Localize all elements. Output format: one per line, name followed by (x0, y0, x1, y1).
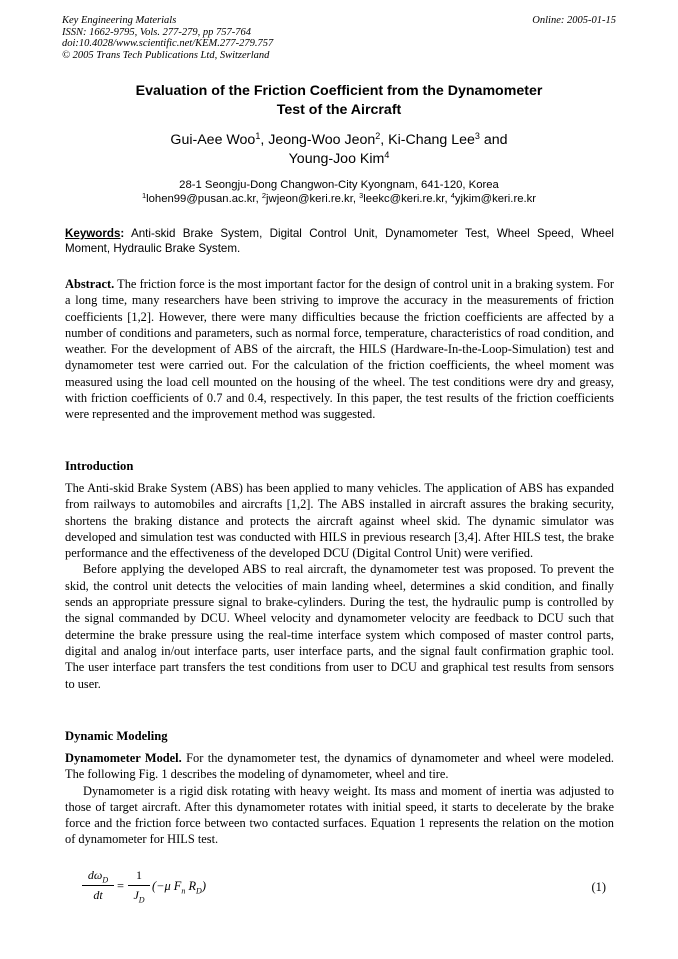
equation-lhs-numerator: dω (87, 868, 103, 882)
keywords-section (65, 227, 614, 256)
affiliation-emails (62, 192, 616, 206)
equation-subscript: n (181, 886, 186, 896)
paper-title-line2: Test of the Aircraft (276, 102, 402, 118)
author-line1: Gui-Aee Woo$^1$, Jeong-Woo Jeon$^2$, Ki-Chang Lee$^3$ and (170, 131, 508, 148)
journal-copyright: © 2005 Trans Tech Publications Ltd, Switzerland (62, 49, 270, 61)
journal-issn: ISSN: 1662-9795, Vols. 277-279, pp 757-764 (62, 26, 251, 38)
equation-subscript: D (196, 886, 202, 896)
journal-name: Key Engineering Materials (62, 15, 177, 26)
dynamic-modeling-heading: Dynamic Modeling (65, 729, 168, 743)
author-conjunction: and (483, 132, 508, 148)
author-affil-mark: 4 (384, 150, 390, 160)
email-mark: 2 (261, 191, 267, 200)
author-name: Young-Joo Kim (288, 151, 385, 167)
affiliation (62, 178, 616, 206)
author-affil-mark: 2 (375, 131, 381, 141)
introduction-heading: Introduction (65, 459, 134, 473)
abstract-section (65, 276, 614, 423)
author-name: Ki-Chang Lee (388, 132, 475, 148)
equation-rhs-numerator: 1 (136, 868, 142, 882)
email-mark: 4 (450, 191, 455, 200)
author-email-link[interactable]: leekc@keri.re.kr, (363, 193, 448, 205)
introduction-paragraph-1: The Anti-skid Brake System (ABS) has been applied to many vehicles. The application of ABS has expanded from railways to automobiles and aircrafts [1,2]. The ABS installed in aircraft assures the braking security, shortens the braking distance and protects the aircraft against wheel skid. The dynamic simulator was developed and simulation test was conducted with HILS in previous research [3,4]. After HILS test, the brake performance and the effectiveness of the developed DCU (Digital Control Unit) were verified. (65, 481, 614, 561)
keywords-colon: : (120, 227, 125, 240)
author-email-link[interactable]: yjkim@keri.re.kr (454, 193, 537, 205)
author-line2 (62, 150, 616, 169)
email-mark: 1 (141, 191, 147, 200)
equation-rhs-denominator: J (133, 888, 139, 902)
dynamic-modeling-paragraph-1: For the dynamometer test, the dynamics of dynamometer and wheel were modeled. The following Fig. 1 describes the modeling of dynamometer, wheel and tire. (65, 751, 614, 782)
author-affil-mark: 3 (474, 131, 480, 141)
introduction-body (65, 480, 614, 692)
equation-rhs-fraction (128, 868, 150, 904)
online-date: Online: 2005-01-15 (532, 15, 616, 26)
journal-doi: doi:10.4028/www.scientific.net/KEM.277-279.757 (62, 38, 274, 49)
author-list (62, 131, 616, 169)
introduction-paragraph-2: Before applying the developed ABS to real aircraft, the dynamometer test was proposed. To prevent the skid, the control unit detects the velocities of main landing wheel, determines a skid condition, and finally sends an appropriate pressure signal to brake-cylinders. During the test, the hydraulic pump is controlled by the signal commanded by DCU. Wheel velocity and dynamometer velocity are feedback to DCU such that determine the brake pressure using the real-time interface system which composed of master control parts, digital and analog in/out interface parts, user interface parts, and the signal fault confirmation graphic tool. The user interface part transfers the test conditions from user to DCU and graphical test results from sensors to user. (65, 562, 614, 691)
keywords-label: Keywords (65, 227, 121, 240)
equation-lhs-denominator: dt (93, 888, 103, 902)
equation-subscript: D (138, 895, 145, 905)
equation-term: (−μ F (152, 879, 182, 893)
author-email-link[interactable]: jwjeon@keri.re.kr, (266, 193, 356, 205)
paper-title-line1: Evaluation of the Friction Coefficient from the Dynamometer (135, 83, 543, 99)
equation-equals: = (117, 879, 124, 893)
keywords-text: Anti-skid Brake System, Digital Control Unit, Dynamometer Test, Wheel Speed, Wheel Moment, Hydraulic Brake System. (65, 227, 614, 255)
journal-header (62, 15, 616, 61)
affiliation-address: 28-1 Seongju-Dong Changwon-City Kyongnam, 641-120, Korea (179, 179, 499, 191)
paper-title (62, 82, 616, 120)
author-email-link[interactable]: lohen99@pusan.ac.kr, (146, 193, 259, 205)
equation-term: ) (201, 879, 206, 893)
abstract-label: Abstract. (65, 277, 115, 291)
abstract-text: The friction force is the most important factor for the design of control unit in a braking system. For a long time, many researchers have been striving to improve the accuracy in the measurements of friction coefficients [1,2]. However, there were many difficulties because the friction coefficients are affected by a number of conditions and parameters, such as normal force, temperature, characteristics of road condition, and weather. For the development of ABS of the aircraft, the HILS (Hardware-In-the-Loop-Simulation) test and dynamometer test were carried out. For the calculation of the friction coefficients, the wheel moment was measured using the load cell mounted on the housing of the wheel. The test conditions were dry and greasy, with friction coefficients of 0.7 and 0.4, respectively. In this paper, the test results of the friction coefficients were represented and the improvement method was suggested. (65, 277, 614, 422)
dynamic-modeling-body (65, 750, 614, 848)
author-name: Gui-Aee Woo (170, 132, 256, 148)
equation-lhs-fraction (82, 868, 114, 904)
equation-1 (82, 868, 614, 916)
dynamometer-model-label: Dynamometer Model. (65, 751, 182, 765)
equation-term: R (185, 879, 197, 893)
author-name: Jeong-Woo Jeon (268, 132, 376, 148)
email-mark: 3 (359, 191, 364, 200)
equation-rhs-expression (152, 879, 206, 895)
author-affil-mark: 1 (255, 131, 261, 141)
equation-subscript: D (102, 875, 109, 885)
dynamic-modeling-paragraph-2: Dynamometer is a rigid disk rotating with heavy weight. Its mass and moment of inertia was adjusted to those of target aircraft. After this dynamometer rotates with initial speed, it starts to decelerate by the brake force and the friction force between two contacted surfaces. Equation 1 represents the relation on the motion of dynamometer for HILS test. (65, 783, 614, 847)
equation-number: (1) (591, 880, 606, 894)
